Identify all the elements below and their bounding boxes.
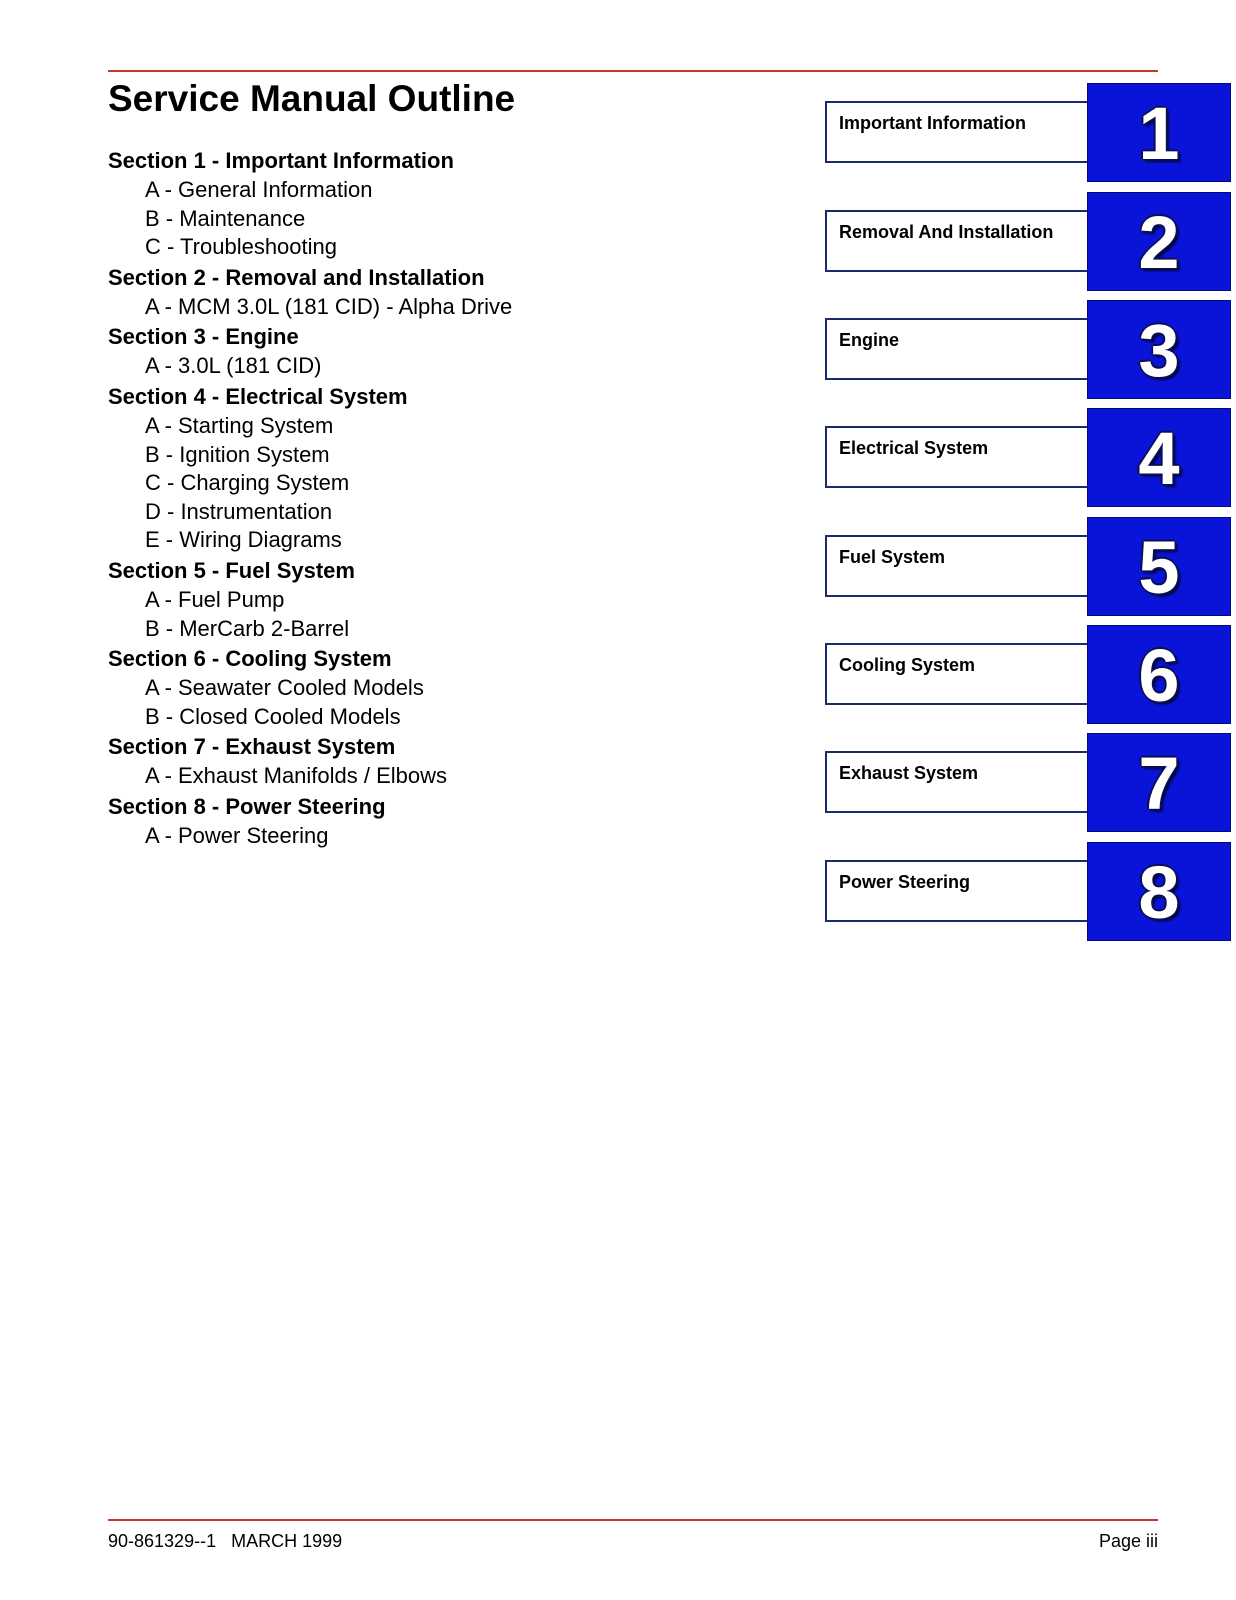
section-tab-6[interactable] xyxy=(825,625,1236,724)
subsection-item: E - Wiring Diagrams xyxy=(145,527,342,553)
header-rule xyxy=(108,70,1158,72)
tab-label-box xyxy=(825,318,1087,380)
subsection-item: A - 3.0L (181 CID) xyxy=(145,353,322,379)
section-tab-1[interactable] xyxy=(825,83,1236,182)
subsection-item: A - Starting System xyxy=(145,412,334,438)
tab-number: 1 xyxy=(1087,83,1231,182)
section-heading: Section 2 - Removal and Installation xyxy=(108,264,485,290)
section-tab-4[interactable] xyxy=(825,408,1236,507)
tab-label: Removal And Installation xyxy=(839,222,1054,242)
subsection-item: C - Troubleshooting xyxy=(145,234,337,260)
tab-label-box xyxy=(825,535,1087,597)
tab-number: 4 xyxy=(1087,408,1231,507)
subsection-item: B - Ignition System xyxy=(145,441,330,467)
subsection-item: C - Charging System xyxy=(145,470,350,496)
section-heading: Section 8 - Power Steering xyxy=(108,793,386,819)
subsection-item: A - Exhaust Manifolds / Elbows xyxy=(145,763,448,789)
section-heading: Section 4 - Electrical System xyxy=(108,383,408,409)
subsection-item: D - Instrumentation xyxy=(145,498,333,524)
tab-label: Important Information xyxy=(839,113,1026,133)
tab-number: 6 xyxy=(1087,625,1231,724)
tab-number: 8 xyxy=(1087,842,1231,941)
section-tab-2[interactable] xyxy=(825,192,1236,291)
tab-number: 5 xyxy=(1087,517,1231,616)
tab-label: Cooling System xyxy=(839,655,976,675)
subsection-item: B - Closed Cooled Models xyxy=(145,703,401,729)
tab-label: Electrical System xyxy=(839,438,989,458)
outline-list xyxy=(108,145,748,851)
subsection-item: A - Fuel Pump xyxy=(145,586,285,612)
tab-number: 7 xyxy=(1087,733,1231,832)
footer-page-number: Page iii xyxy=(1098,1531,1158,1551)
tab-label-box xyxy=(825,751,1087,813)
tab-label: Exhaust System xyxy=(839,763,979,783)
section-heading: Section 1 - Important Information xyxy=(108,148,454,173)
tab-label-box xyxy=(825,860,1087,922)
section-tab-8[interactable] xyxy=(825,842,1236,941)
section-heading: Section 7 - Exhaust System xyxy=(108,734,396,760)
page-title: Service Manual Outline xyxy=(108,78,516,119)
tab-label-box xyxy=(825,210,1087,272)
footer-doc-number: 90-861329--1 MARCH 1999 xyxy=(108,1531,343,1551)
subsection-item: A - Seawater Cooled Models xyxy=(145,675,424,701)
section-tab-5[interactable] xyxy=(825,517,1236,616)
tab-label-box xyxy=(825,101,1087,163)
tab-label: Power Steering xyxy=(839,872,971,892)
subsection-item: A - Power Steering xyxy=(145,822,329,848)
subsection-item: A - General Information xyxy=(145,177,373,202)
section-heading: Section 6 - Cooling System xyxy=(108,646,392,672)
tab-number: 3 xyxy=(1087,300,1231,399)
subsection-item: B - Maintenance xyxy=(145,205,306,231)
subsection-item: A - MCM 3.0L (181 CID) - Alpha Drive xyxy=(145,293,513,319)
section-heading: Section 3 - Engine xyxy=(108,324,299,350)
footer-rule xyxy=(108,1519,1158,1521)
subsection-item: B - MerCarb 2-Barrel xyxy=(145,615,350,641)
tab-label: Engine xyxy=(839,330,900,350)
section-tab-7[interactable] xyxy=(825,733,1236,832)
tab-label-box xyxy=(825,426,1087,488)
tab-label: Fuel System xyxy=(839,547,946,567)
tab-number: 2 xyxy=(1087,192,1231,291)
section-tab-3[interactable] xyxy=(825,300,1236,399)
tab-label-box xyxy=(825,643,1087,705)
section-heading: Section 5 - Fuel System xyxy=(108,557,355,583)
